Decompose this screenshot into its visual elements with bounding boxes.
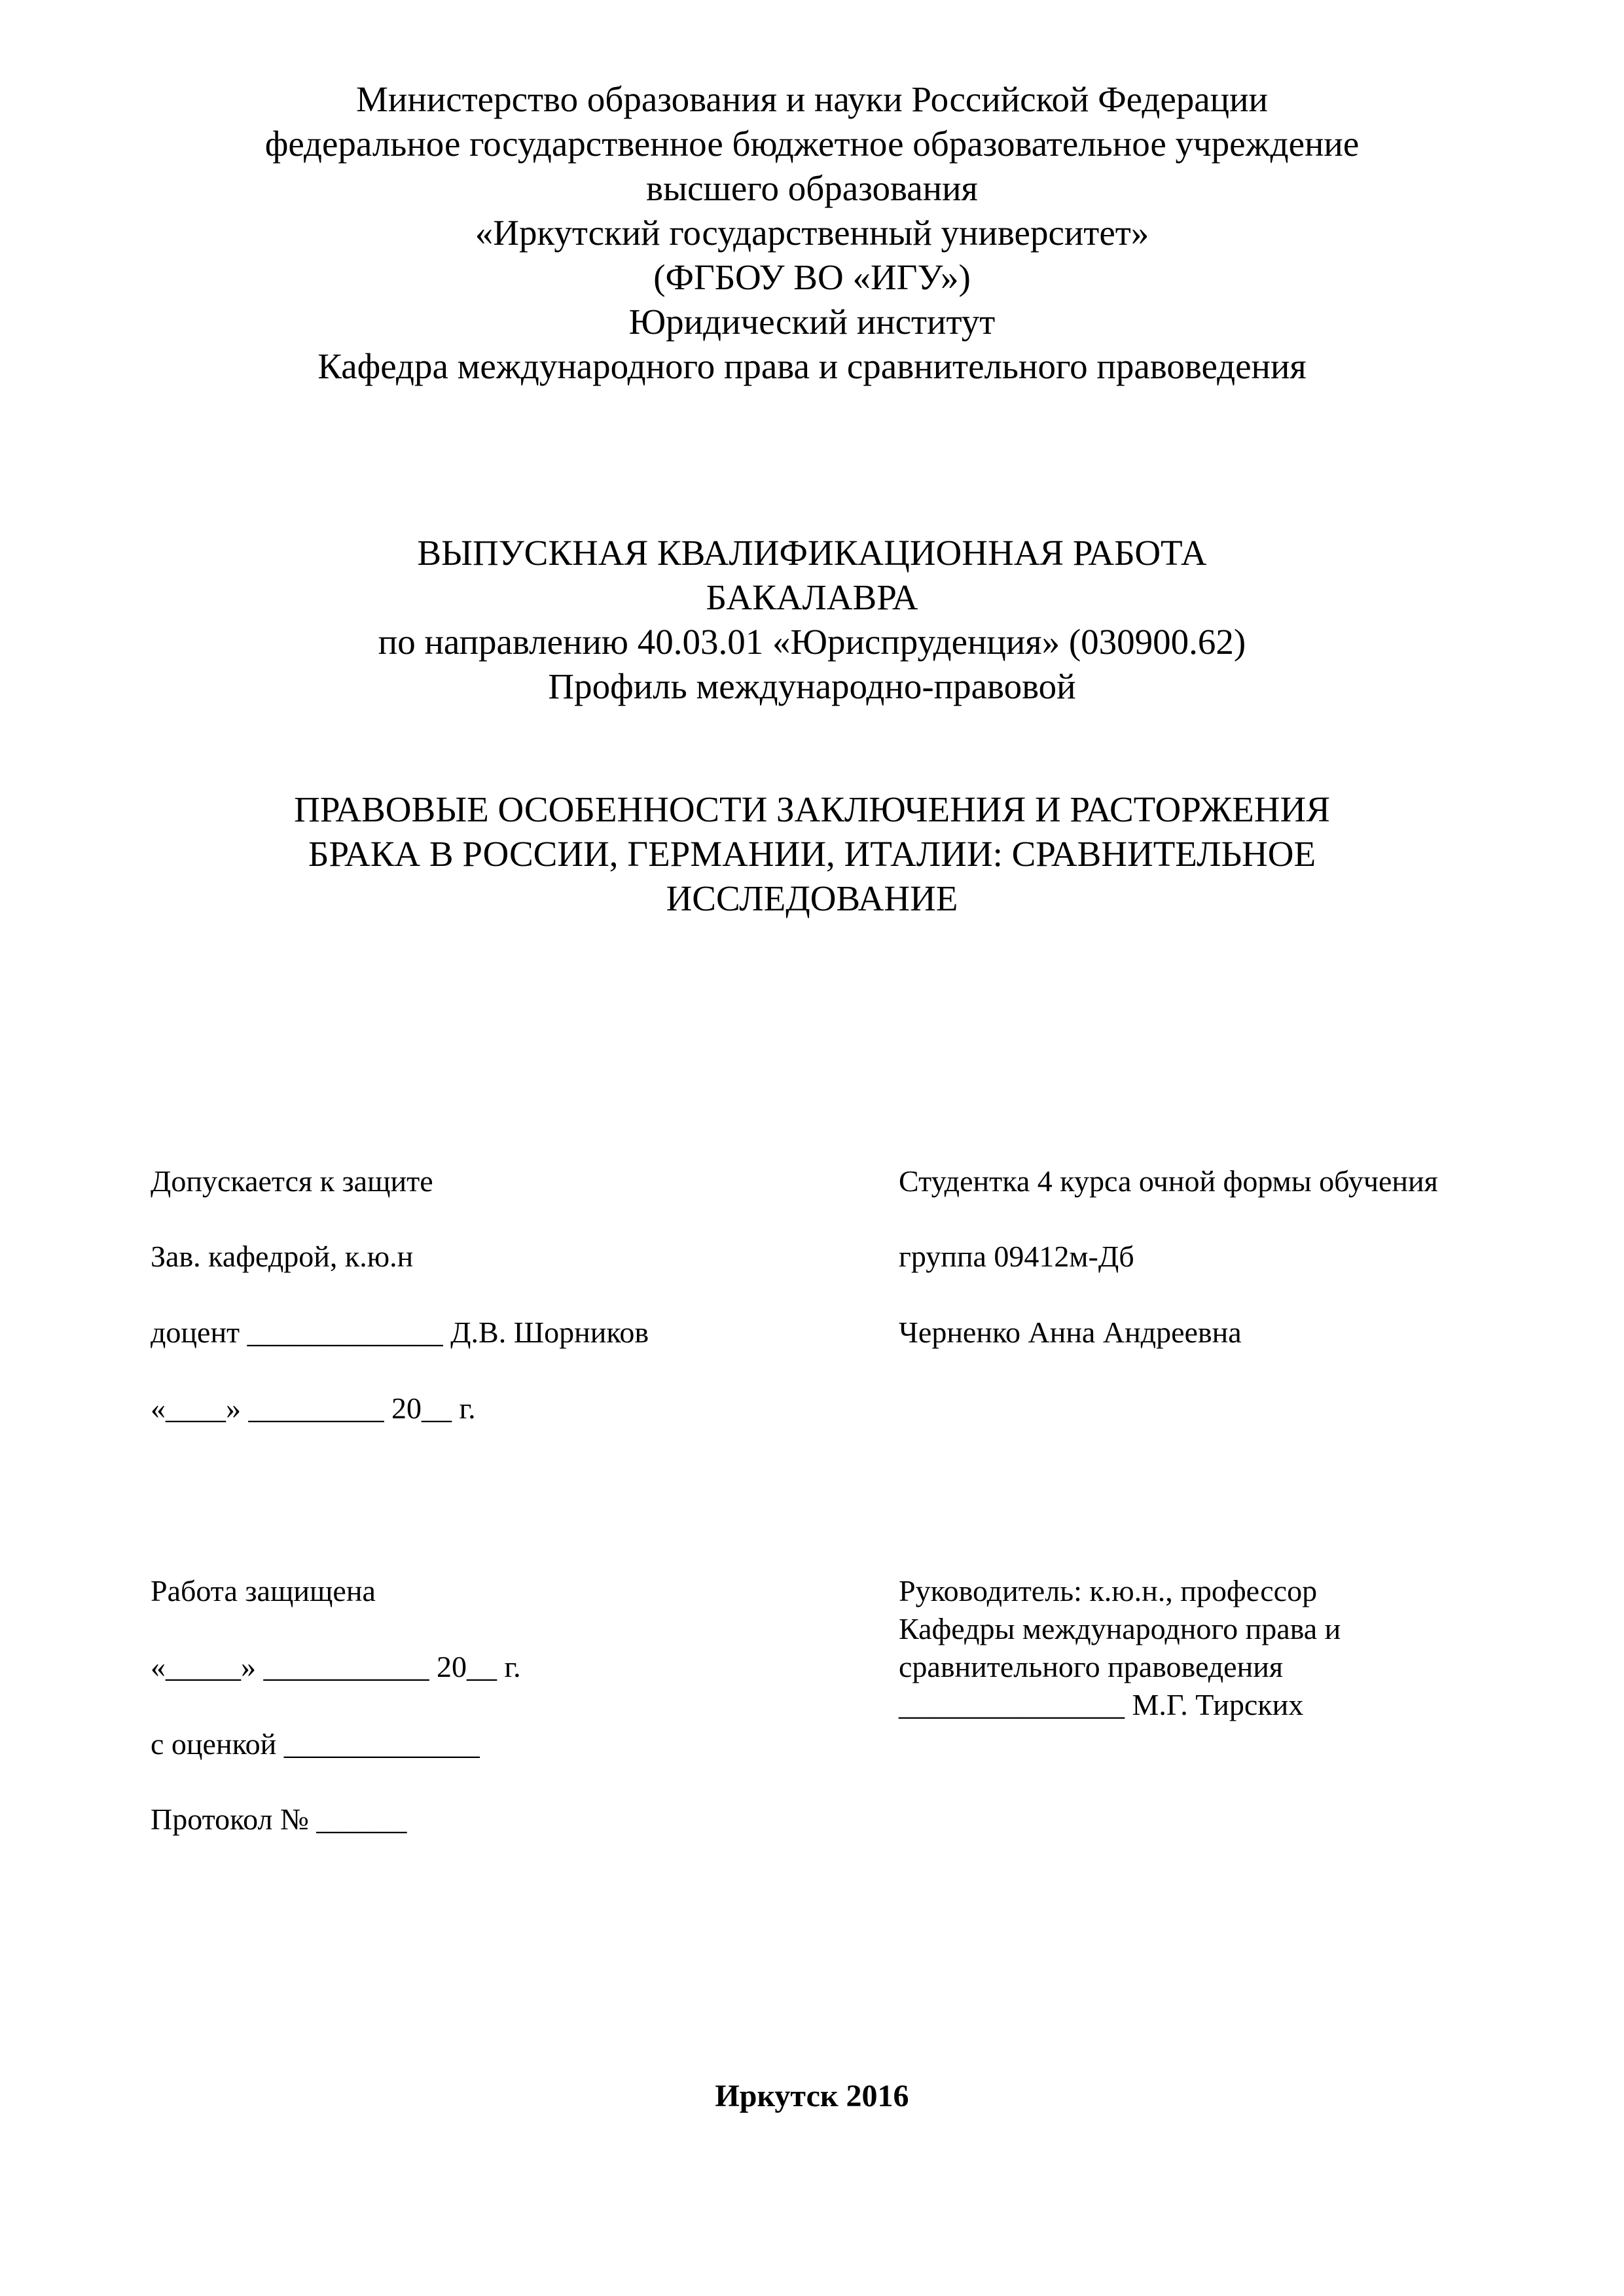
thesis-title <box>0 787 1624 921</box>
header-line: Министерство образования и науки Российской Федерации <box>356 79 1268 119</box>
thesis-title-line: ИССЛЕДОВАНИЕ <box>666 878 958 918</box>
work-type-line: ВЫПУСКНАЯ КВАЛИФИКАЦИОННАЯ РАБОТА <box>417 533 1207 573</box>
student-name: Черненко Анна Андреевна <box>899 1316 1242 1349</box>
header-line: «Иркутский государственный университет» <box>475 213 1149 253</box>
city-year: Иркутск 2016 <box>715 2079 909 2113</box>
admission-label: Допускается к защите <box>151 1164 433 1198</box>
supervisor-title: Руководитель: к.ю.н., профессор <box>899 1574 1318 1607</box>
header-line: высшего образования <box>646 168 978 208</box>
supervisor-department: Кафедры международного права и <box>899 1612 1341 1645</box>
student-group: группа 09412м-Дб <box>899 1240 1134 1273</box>
work-profile-line: Профиль международно-правовой <box>548 666 1076 706</box>
thesis-title-line: ПРАВОВЫЕ ОСОБЕННОСТИ ЗАКЛЮЧЕНИЯ И РАСТОРЖЕНИЯ <box>294 789 1330 829</box>
defense-grade: с оценкой _____________ <box>151 1727 480 1761</box>
header-line: Кафедра международного права и сравнительного правоведения <box>317 346 1307 386</box>
institution-header <box>0 77 1624 389</box>
thesis-title-line: БРАКА В РОССИИ, ГЕРМАНИИ, ИТАЛИИ: СРАВНИТЕЛЬНОЕ <box>308 834 1316 874</box>
department-head-line: Зав. кафедрой, к.ю.н <box>151 1240 414 1273</box>
admission-date: «____» _________ 20__ г. <box>151 1391 476 1425</box>
defense-label: Работа защищена <box>151 1574 376 1607</box>
supervisor-department-cont: сравнительного правоведения <box>899 1650 1283 1683</box>
work-type-line: БАКАЛАВРА <box>706 577 918 617</box>
department-head-signature: доцент _____________ Д.В. Шорников <box>151 1316 649 1349</box>
defense-date: «_____» ___________ 20__ г. <box>151 1650 521 1683</box>
header-line: Юридический институт <box>628 302 996 342</box>
supervisor-signature: _______________ М.Г. Тирских <box>899 1688 1304 1721</box>
header-line: (ФГБОУ ВО «ИГУ») <box>653 257 971 297</box>
student-course-line: Студентка 4 курса очной формы обучения <box>899 1164 1438 1198</box>
header-line: федеральное государственное бюджетное образовательное учреждение <box>264 124 1360 164</box>
work-type-block <box>0 531 1624 709</box>
work-direction-line: по направлению 40.03.01 «Юриспруденция» (030900.62) <box>378 622 1246 662</box>
defense-protocol: Протокол № ______ <box>151 1803 407 1836</box>
